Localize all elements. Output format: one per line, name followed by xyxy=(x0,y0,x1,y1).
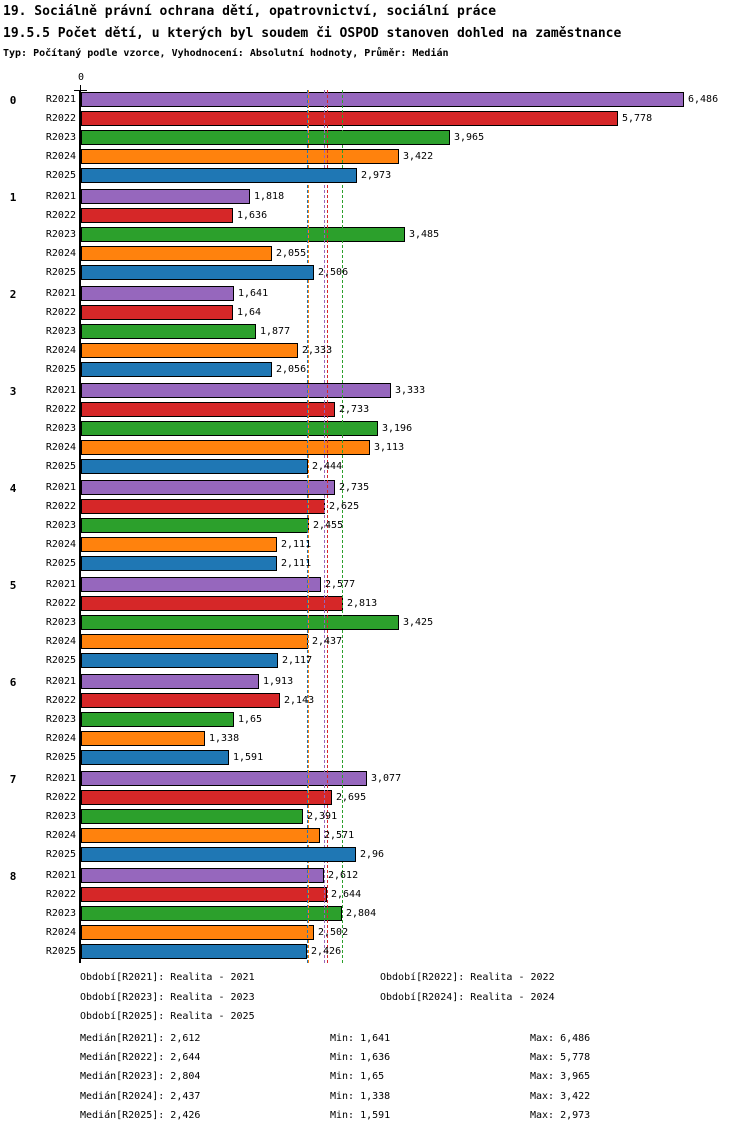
legend-min-2023: Min: 1,65 xyxy=(330,1071,385,1082)
bar-value-label: 3,965 xyxy=(454,132,485,144)
bar-r2024-group-6 xyxy=(81,731,205,746)
bar-year-label: R2025 xyxy=(45,558,76,570)
legend-period-2024: Období[R2024]: Realita - 2024 xyxy=(380,992,555,1003)
bar-r2022-group-6 xyxy=(81,693,280,708)
chart-subtitle: Typ: Počítaný podle vzorce, Vyhodnocení: Absolutní hodnoty, Průměr: Medián xyxy=(3,48,449,59)
median-line-r2024 xyxy=(308,90,309,963)
bar-r2024-group-1 xyxy=(81,246,272,261)
bar-r2021-group-5 xyxy=(81,577,321,592)
bar-value-label: 2,96 xyxy=(360,849,385,861)
bar-r2022-group-1 xyxy=(81,208,233,223)
bar-r2021-group-6 xyxy=(81,674,259,689)
bar-value-label: 3,425 xyxy=(403,617,434,629)
bar-value-label: 1,65 xyxy=(238,714,263,726)
bar-value-label: 2,571 xyxy=(324,830,355,842)
bar-year-label: R2021 xyxy=(45,191,76,202)
bar-value-label: 2,502 xyxy=(318,927,349,939)
legend-max-2021: Max: 6,486 xyxy=(530,1033,591,1044)
bar-r2021-group-0 xyxy=(81,92,684,107)
bar-year-label: R2024 xyxy=(45,830,76,842)
bar-year-label: R2023 xyxy=(45,811,76,823)
bar-year-label: R2024 xyxy=(45,636,76,648)
bar-r2025-group-6 xyxy=(81,750,229,765)
bar-value-label: 2,625 xyxy=(329,501,360,513)
bar-r2021-group-8 xyxy=(81,868,324,883)
bar-year-label: R2022 xyxy=(45,210,76,222)
bar-value-label: 2,735 xyxy=(339,482,370,493)
bar-value-label: 2,055 xyxy=(276,248,307,260)
bar-value-label: 3,113 xyxy=(374,442,405,454)
bar-value-label: 3,485 xyxy=(409,229,440,241)
bar-value-label: 3,422 xyxy=(403,151,434,163)
x-axis-origin-label: 0 xyxy=(77,72,85,83)
bar-year-label: R2022 xyxy=(45,113,76,125)
bar-r2023-group-0 xyxy=(81,130,450,145)
bar-r2024-group-2 xyxy=(81,343,298,358)
bar-r2022-group-4 xyxy=(81,499,325,514)
bar-year-label: R2022 xyxy=(45,889,76,901)
bar-r2025-group-1 xyxy=(81,265,314,280)
bar-year-label: R2021 xyxy=(45,482,76,493)
group-label: 8 xyxy=(9,870,17,883)
bar-r2024-group-0 xyxy=(81,149,399,164)
bar-year-label: R2024 xyxy=(45,151,76,163)
bar-value-label: 2,644 xyxy=(331,889,362,901)
bar-year-label: R2025 xyxy=(45,461,76,473)
group-label: 6 xyxy=(9,676,17,689)
bar-year-label: R2023 xyxy=(45,617,76,629)
group-label: 7 xyxy=(9,773,17,786)
bar-value-label: 3,333 xyxy=(395,385,426,396)
bar-value-label: 2,117 xyxy=(282,655,313,667)
bar-year-label: R2025 xyxy=(45,849,76,861)
bar-r2022-group-7 xyxy=(81,790,332,805)
bar-r2025-group-3 xyxy=(81,459,308,474)
bar-value-label: 2,804 xyxy=(346,908,377,920)
bar-r2022-group-8 xyxy=(81,887,327,902)
bar-r2024-group-5 xyxy=(81,634,308,649)
bar-year-label: R2025 xyxy=(45,170,76,182)
bar-r2023-group-7 xyxy=(81,809,303,824)
bar-value-label: 2,111 xyxy=(281,558,312,570)
bar-value-label: 1,64 xyxy=(237,307,262,319)
chart-title: 19.5.5 Počet dětí, u kterých byl soudem či OSPOD stanoven dohled na zaměstnance xyxy=(3,26,622,41)
bar-value-label: 3,077 xyxy=(371,773,402,784)
legend-median-2025: Medián[R2025]: 2,426 xyxy=(80,1110,201,1121)
bar-year-label: R2025 xyxy=(45,655,76,667)
legend-median-2022: Medián[R2022]: 2,644 xyxy=(80,1052,201,1063)
bar-r2023-group-2 xyxy=(81,324,256,339)
bar-value-label: 1,591 xyxy=(233,752,264,764)
legend-median-2023: Medián[R2023]: 2,804 xyxy=(80,1071,201,1082)
bar-value-label: 2,506 xyxy=(318,267,349,279)
bar-r2022-group-5 xyxy=(81,596,343,611)
bar-r2025-group-0 xyxy=(81,168,357,183)
legend-min-2022: Min: 1,636 xyxy=(330,1052,391,1063)
bar-value-label: 2,695 xyxy=(336,792,367,804)
bar-year-label: R2023 xyxy=(45,132,76,144)
legend-period-2022: Období[R2022]: Realita - 2022 xyxy=(380,972,555,983)
legend-median-2024: Medián[R2024]: 2,437 xyxy=(80,1091,201,1102)
bar-r2022-group-3 xyxy=(81,402,335,417)
bar-r2023-group-1 xyxy=(81,227,405,242)
bar-year-label: R2025 xyxy=(45,946,76,958)
bar-year-label: R2021 xyxy=(45,385,76,396)
bar-value-label: 5,778 xyxy=(622,113,653,125)
bar-r2022-group-0 xyxy=(81,111,618,126)
bar-value-label: 2,444 xyxy=(312,461,343,473)
bar-year-label: R2025 xyxy=(45,752,76,764)
median-line-r2025 xyxy=(307,90,308,963)
group-label: 0 xyxy=(9,94,17,107)
y-axis-line xyxy=(79,90,81,963)
bar-value-label: 2,733 xyxy=(339,404,370,416)
bar-value-label: 1,818 xyxy=(254,191,285,202)
bar-value-label: 2,437 xyxy=(312,636,343,648)
bar-value-label: 1,338 xyxy=(209,733,240,745)
bar-value-label: 2,612 xyxy=(328,870,359,881)
bar-value-label: 2,333 xyxy=(302,345,333,357)
legend-max-2024: Max: 3,422 xyxy=(530,1091,591,1102)
legend-max-2022: Max: 5,778 xyxy=(530,1052,591,1063)
bar-r2021-group-2 xyxy=(81,286,234,301)
legend-period-2025: Období[R2025]: Realita - 2025 xyxy=(80,1011,255,1022)
legend-max-2025: Max: 2,973 xyxy=(530,1110,591,1121)
bar-r2023-group-8 xyxy=(81,906,342,921)
bar-value-label: 3,196 xyxy=(382,423,413,435)
bar-value-label: 2,577 xyxy=(325,579,356,590)
legend-max-2023: Max: 3,965 xyxy=(530,1071,591,1082)
bar-r2025-group-7 xyxy=(81,847,356,862)
bar-year-label: R2023 xyxy=(45,229,76,241)
group-label: 4 xyxy=(9,482,17,495)
bar-year-label: R2024 xyxy=(45,539,76,551)
bar-value-label: 2,426 xyxy=(311,946,342,958)
bar-r2025-group-8 xyxy=(81,944,307,959)
bar-r2023-group-3 xyxy=(81,421,378,436)
bar-value-label: 2,455 xyxy=(313,520,344,532)
group-label: 2 xyxy=(9,288,17,301)
bar-year-label: R2021 xyxy=(45,94,76,105)
bar-r2024-group-8 xyxy=(81,925,314,940)
legend-period-2023: Období[R2023]: Realita - 2023 xyxy=(80,992,255,1003)
bar-value-label: 2,143 xyxy=(284,695,315,707)
group-label: 3 xyxy=(9,385,17,398)
page-title: 19. Sociálně právní ochrana dětí, opatrovnictví, sociální práce xyxy=(3,4,497,19)
bar-year-label: R2022 xyxy=(45,404,76,416)
group-label: 1 xyxy=(9,191,17,204)
bar-year-label: R2023 xyxy=(45,423,76,435)
bar-r2024-group-7 xyxy=(81,828,320,843)
bar-r2021-group-1 xyxy=(81,189,250,204)
bar-value-label: 2,391 xyxy=(307,811,338,823)
legend-min-2025: Min: 1,591 xyxy=(330,1110,391,1121)
bar-r2021-group-3 xyxy=(81,383,391,398)
bar-r2025-group-5 xyxy=(81,653,278,668)
bar-value-label: 6,486 xyxy=(688,94,719,105)
bar-year-label: R2025 xyxy=(45,364,76,376)
bar-value-label: 1,913 xyxy=(263,676,294,687)
bar-year-label: R2024 xyxy=(45,733,76,745)
bar-year-label: R2022 xyxy=(45,307,76,319)
legend-min-2024: Min: 1,338 xyxy=(330,1091,391,1102)
bar-year-label: R2023 xyxy=(45,714,76,726)
bar-year-label: R2022 xyxy=(45,501,76,513)
bar-year-label: R2021 xyxy=(45,579,76,590)
bar-year-label: R2021 xyxy=(45,288,76,299)
bar-year-label: R2021 xyxy=(45,773,76,784)
legend-period-2021: Období[R2021]: Realita - 2021 xyxy=(80,972,255,983)
bar-value-label: 2,111 xyxy=(281,539,312,551)
bar-r2024-group-4 xyxy=(81,537,277,552)
bar-year-label: R2022 xyxy=(45,695,76,707)
bar-r2022-group-2 xyxy=(81,305,233,320)
bar-r2021-group-4 xyxy=(81,480,335,495)
group-label: 5 xyxy=(9,579,17,592)
bar-year-label: R2024 xyxy=(45,345,76,357)
bar-year-label: R2022 xyxy=(45,792,76,804)
legend-median-2021: Medián[R2021]: 2,612 xyxy=(80,1033,201,1044)
bar-year-label: R2024 xyxy=(45,248,76,260)
bar-year-label: R2023 xyxy=(45,326,76,338)
bar-year-label: R2025 xyxy=(45,267,76,279)
bar-r2023-group-6 xyxy=(81,712,234,727)
bar-year-label: R2023 xyxy=(45,908,76,920)
bar-year-label: R2021 xyxy=(45,676,76,687)
bar-year-label: R2021 xyxy=(45,870,76,881)
bar-year-label: R2024 xyxy=(45,927,76,939)
bar-r2023-group-5 xyxy=(81,615,399,630)
bar-r2023-group-4 xyxy=(81,518,309,533)
bar-r2025-group-2 xyxy=(81,362,272,377)
bar-value-label: 1,636 xyxy=(237,210,268,222)
bar-year-label: R2024 xyxy=(45,442,76,454)
bar-r2025-group-4 xyxy=(81,556,277,571)
bar-value-label: 2,056 xyxy=(276,364,307,376)
bar-value-label: 1,641 xyxy=(238,288,269,299)
bar-value-label: 2,973 xyxy=(361,170,392,182)
bar-year-label: R2023 xyxy=(45,520,76,532)
legend-min-2021: Min: 1,641 xyxy=(330,1033,391,1044)
bar-year-label: R2022 xyxy=(45,598,76,610)
bar-value-label: 2,813 xyxy=(347,598,378,610)
bar-value-label: 1,877 xyxy=(260,326,291,338)
